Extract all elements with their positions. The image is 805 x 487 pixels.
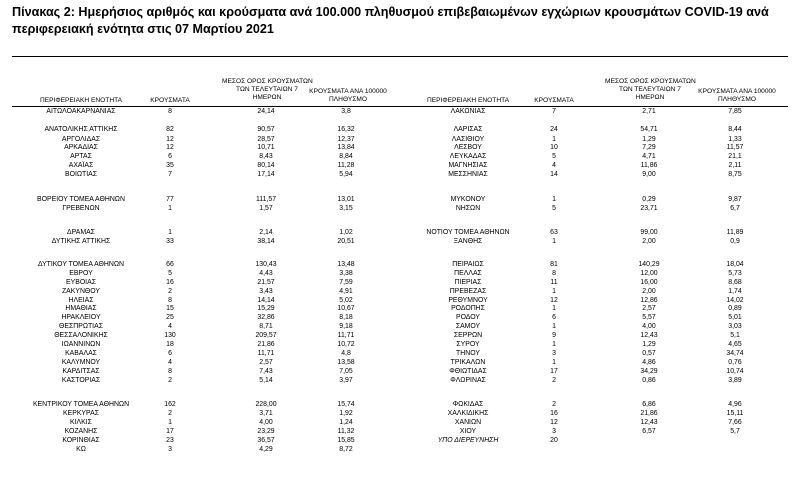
avg-cell: 32,86 bbox=[257, 314, 275, 321]
header-avg-left: ΜΕΣΟΣ ΟΡΟΣ ΚΡΟΥΣΜΑΤΩΝ ΤΩΝ ΤΕΛΕΥΤΑΙΩΝ 7 ΗΜΕΡΩΝ bbox=[222, 78, 313, 101]
per100k-cell: 8,75 bbox=[728, 171, 742, 178]
cases-cell: 6 bbox=[168, 350, 172, 357]
cases-cell: 17 bbox=[550, 368, 558, 375]
region-cell: ΚΑΣΤΟΡΙΑΣ bbox=[61, 377, 101, 384]
per100k-cell: 5,1 bbox=[730, 332, 740, 339]
cases-cell: 17 bbox=[166, 428, 174, 435]
avg-cell: 8,43 bbox=[259, 153, 273, 160]
cases-cell: 1 bbox=[552, 288, 556, 295]
avg-cell: 130,43 bbox=[255, 261, 277, 268]
per100k-cell: 4,65 bbox=[728, 341, 742, 348]
header-region-left: ΠΕΡΙΦΕΡΕΙΑΚΗ ΕΝΟΤΗΤΑ bbox=[39, 97, 123, 104]
avg-cell: 11,71 bbox=[257, 350, 275, 357]
cases-cell: 16 bbox=[550, 410, 558, 417]
cases-cell: 63 bbox=[550, 229, 558, 236]
per100k-cell: 10,74 bbox=[726, 368, 744, 375]
cases-cell: 3 bbox=[168, 446, 172, 453]
avg-cell: 4,00 bbox=[642, 323, 656, 330]
avg-cell: 2,57 bbox=[642, 305, 656, 312]
cases-cell: 162 bbox=[164, 401, 176, 408]
per100k-cell: 11,28 bbox=[337, 162, 355, 169]
avg-cell: 7,29 bbox=[642, 144, 656, 151]
cases-cell: 77 bbox=[166, 196, 174, 203]
per100k-cell: 1,92 bbox=[339, 410, 353, 417]
avg-cell: 23,29 bbox=[257, 428, 275, 435]
avg-cell: 4,29 bbox=[259, 446, 273, 453]
region-cell: ΜΥΚΟΝΟΥ bbox=[450, 196, 486, 203]
avg-cell: 1,29 bbox=[642, 341, 656, 348]
cases-cell: 8 bbox=[552, 270, 556, 277]
per100k-cell: 6,7 bbox=[730, 205, 740, 212]
region-cell: ΖΑΚΥΝΘΟΥ bbox=[61, 288, 101, 295]
table-row bbox=[0, 125, 805, 134]
region-cell: ΛΑΚΩΝΙΑΣ bbox=[450, 108, 486, 115]
table-row bbox=[0, 349, 805, 358]
region-cell: ΚΑΡΔΙΤΣΑΣ bbox=[62, 368, 100, 375]
table-row bbox=[0, 400, 805, 409]
per100k-cell: 11,89 bbox=[726, 229, 744, 236]
table-row bbox=[0, 313, 805, 322]
region-cell: ΘΕΣΣΑΛΟΝΙΚΗΣ bbox=[54, 332, 108, 339]
cases-cell: 1 bbox=[168, 229, 172, 236]
per100k-cell: 13,58 bbox=[337, 359, 355, 366]
table-row bbox=[0, 161, 805, 170]
table-row bbox=[0, 445, 805, 454]
header-avg-right: ΜΕΣΟΣ ΟΡΟΣ ΚΡΟΥΣΜΑΤΩΝ ΤΩΝ ΤΕΛΕΥΤΑΙΩΝ 7 ΗΜΕΡΩΝ bbox=[605, 78, 696, 101]
region-cell: ΚΕΡΚΥΡΑΣ bbox=[63, 410, 99, 417]
region-cell: ΡΕΘΥΜΝΟΥ bbox=[448, 297, 488, 304]
table-row bbox=[0, 278, 805, 287]
avg-cell: 15,29 bbox=[257, 305, 275, 312]
per100k-cell: 1,02 bbox=[339, 229, 353, 236]
cases-cell: 10 bbox=[550, 144, 558, 151]
per100k-cell: 3,38 bbox=[339, 270, 353, 277]
table-row bbox=[0, 409, 805, 418]
cases-cell: 1 bbox=[552, 238, 556, 245]
header-region-right: ΠΕΡΙΦΕΡΕΙΑΚΗ ΕΝΟΤΗΤΑ bbox=[426, 97, 510, 104]
table-row bbox=[0, 107, 805, 116]
cases-cell: 2 bbox=[552, 401, 556, 408]
per100k-cell: 11,71 bbox=[337, 332, 355, 339]
per100k-cell: 7,05 bbox=[339, 368, 353, 375]
region-cell: ΕΒΡΟΥ bbox=[69, 270, 93, 277]
avg-cell: 24,14 bbox=[257, 108, 275, 115]
region-cell: ΜΑΓΝΗΣΙΑΣ bbox=[448, 162, 488, 169]
avg-cell: 0,86 bbox=[642, 377, 656, 384]
avg-cell: 3,71 bbox=[259, 410, 273, 417]
per100k-cell: 21,1 bbox=[728, 153, 742, 160]
avg-cell: 99,00 bbox=[640, 229, 658, 236]
region-cell: ΔΥΤΙΚΟΥ ΤΟΜΕΑ ΑΘΗΝΩΝ bbox=[37, 261, 124, 268]
table-row bbox=[0, 304, 805, 313]
table-row bbox=[0, 367, 805, 376]
region-cell: ΔΥΤΙΚΗΣ ΑΤΤΙΚΗΣ bbox=[51, 238, 111, 245]
region-cell: ΑΝΑΤΟΛΙΚΗΣ ΑΤΤΙΚΗΣ bbox=[44, 126, 118, 133]
per100k-cell: 5,02 bbox=[339, 297, 353, 304]
cases-cell: 1 bbox=[552, 305, 556, 312]
per100k-cell: 11,32 bbox=[337, 428, 355, 435]
region-cell: ΤΗΝΟΥ bbox=[456, 350, 480, 357]
region-cell: ΛΕΣΒΟΥ bbox=[454, 144, 482, 151]
per100k-cell: 12,37 bbox=[337, 136, 355, 143]
cases-cell: 5 bbox=[168, 270, 172, 277]
table-row bbox=[0, 418, 805, 427]
cases-cell: 35 bbox=[166, 162, 174, 169]
avg-cell: 14,14 bbox=[257, 297, 275, 304]
cases-cell: 2 bbox=[168, 288, 172, 295]
region-cell: ΗΡΑΚΛΕΙΟΥ bbox=[61, 314, 101, 321]
avg-cell: 12,43 bbox=[640, 419, 658, 426]
cases-cell: 12 bbox=[166, 144, 174, 151]
avg-cell: 38,14 bbox=[257, 238, 275, 245]
region-cell: ΝΟΤΙΟΥ ΤΟΜΕΑ ΑΘΗΝΩΝ bbox=[426, 229, 510, 236]
table-row bbox=[0, 436, 805, 445]
table-row bbox=[0, 204, 805, 213]
avg-cell: 111,57 bbox=[255, 196, 277, 203]
avg-cell: 28,57 bbox=[257, 136, 275, 143]
per100k-cell: 15,11 bbox=[726, 410, 744, 417]
per100k-cell: 8,84 bbox=[339, 153, 353, 160]
region-cell: ΓΡΕΒΕΝΩΝ bbox=[62, 205, 100, 212]
table-row bbox=[0, 228, 805, 237]
per100k-cell: 13,01 bbox=[337, 196, 355, 203]
per100k-cell: 1,24 bbox=[339, 419, 353, 426]
avg-cell: 21,86 bbox=[257, 341, 275, 348]
per100k-cell: 8,44 bbox=[728, 126, 742, 133]
per100k-cell: 3,03 bbox=[728, 323, 742, 330]
table-row bbox=[0, 237, 805, 246]
avg-cell: 90,57 bbox=[257, 126, 275, 133]
avg-cell: 2,71 bbox=[642, 108, 656, 115]
region-cell: ΑΡΓΟΛΙΔΑΣ bbox=[61, 136, 101, 143]
avg-cell: 11,86 bbox=[640, 162, 658, 169]
avg-cell: 228,00 bbox=[255, 401, 277, 408]
cases-cell: 6 bbox=[168, 153, 172, 160]
per100k-cell: 13,48 bbox=[337, 261, 355, 268]
cases-cell: 66 bbox=[166, 261, 174, 268]
region-cell: ΣΥΡΟΥ bbox=[456, 341, 480, 348]
avg-cell: 17,14 bbox=[257, 171, 275, 178]
page-title: Πίνακας 2: Ημερήσιος αριθμός και κρούσματα ανά 100.000 πληθυσμού επιβεβαιωμένων εγχώριων κρουσμάτων COVID-19 ανά περιφερειακή ενότητα στις 07 Μαρτίου 2021 bbox=[12, 5, 769, 36]
region-cell: ΡΟΔΟΥ bbox=[455, 314, 480, 321]
region-cell: ΚΕΝΤΡΙΚΟΥ ΤΟΜΕΑ ΑΘΗΝΩΝ bbox=[32, 401, 130, 408]
per100k-cell: 7,85 bbox=[728, 108, 742, 115]
avg-cell: 140,29 bbox=[638, 261, 660, 268]
region-cell: ΞΑΝΘΗΣ bbox=[453, 238, 483, 245]
region-cell: ΠΕΙΡΑΙΩΣ bbox=[452, 261, 484, 268]
avg-cell: 12,43 bbox=[640, 332, 658, 339]
avg-cell: 12,86 bbox=[640, 297, 658, 304]
avg-cell: 36,57 bbox=[257, 437, 275, 444]
per100k-cell: 4,8 bbox=[341, 350, 351, 357]
table-row bbox=[0, 152, 805, 161]
region-cell: ΚΟΡΙΝΘΙΑΣ bbox=[62, 437, 100, 444]
cases-cell: 7 bbox=[168, 171, 172, 178]
cases-cell: 16 bbox=[166, 279, 174, 286]
region-cell: ΙΩΑΝΝΙΝΩΝ bbox=[61, 341, 101, 348]
region-cell: ΝΗΣΩΝ bbox=[455, 205, 481, 212]
region-cell: ΜΕΣΣΗΝΙΑΣ bbox=[448, 171, 488, 178]
avg-cell: 12,00 bbox=[640, 270, 658, 277]
per100k-cell: 2,11 bbox=[728, 162, 742, 169]
cases-cell: 1 bbox=[168, 419, 172, 426]
cases-cell: 12 bbox=[550, 297, 558, 304]
avg-cell: 6,57 bbox=[642, 428, 656, 435]
cases-cell: 4 bbox=[168, 323, 172, 330]
region-cell: ΒΟΙΩΤΙΑΣ bbox=[64, 171, 97, 178]
region-cell: ΛΑΣΙΘΙΟΥ bbox=[451, 136, 485, 143]
cases-cell: 8 bbox=[168, 297, 172, 304]
avg-cell: 2,00 bbox=[642, 288, 656, 295]
per100k-cell: 1,33 bbox=[728, 136, 742, 143]
table-row bbox=[0, 195, 805, 204]
table-row bbox=[0, 170, 805, 179]
cases-cell: 7 bbox=[552, 108, 556, 115]
region-cell: ΔΡΑΜΑΣ bbox=[67, 229, 95, 236]
avg-cell: 3,43 bbox=[259, 288, 273, 295]
cases-cell: 6 bbox=[552, 314, 556, 321]
region-cell: ΘΕΣΠΡΩΤΙΑΣ bbox=[59, 323, 103, 330]
avg-cell: 5,57 bbox=[642, 314, 656, 321]
header-cases-right: ΚΡΟΥΣΜΑΤΑ bbox=[534, 97, 574, 104]
cases-cell: 5 bbox=[552, 205, 556, 212]
per100k-cell: 34,74 bbox=[726, 350, 744, 357]
cases-cell: 1 bbox=[552, 196, 556, 203]
per100k-cell: 9,87 bbox=[728, 196, 742, 203]
region-cell: ΣΕΡΡΩΝ bbox=[453, 332, 483, 339]
region-cell: ΡΟΔΟΠΗΣ bbox=[451, 305, 485, 312]
table-row bbox=[0, 322, 805, 331]
avg-cell: 21,57 bbox=[257, 279, 275, 286]
avg-cell: 5,14 bbox=[259, 377, 273, 384]
per100k-cell: 15,85 bbox=[337, 437, 355, 444]
cases-cell: 81 bbox=[550, 261, 558, 268]
region-cell: ΤΡΙΚΑΛΩΝ bbox=[450, 359, 486, 366]
per100k-cell: 18,04 bbox=[726, 261, 744, 268]
header-per-left: ΚΡΟΥΣΜΑΤΑ ΑΝΑ 100000 ΠΛΗΘΥΣΜΟ bbox=[309, 88, 387, 103]
avg-cell: 2,00 bbox=[642, 238, 656, 245]
per100k-cell: 10,67 bbox=[337, 305, 355, 312]
cases-cell: 1 bbox=[168, 205, 172, 212]
per100k-cell: 14,02 bbox=[726, 297, 744, 304]
avg-cell: 8,71 bbox=[259, 323, 273, 330]
cases-cell: 1 bbox=[552, 323, 556, 330]
region-cell: ΚΩ bbox=[76, 446, 86, 453]
per100k-cell: 3,97 bbox=[339, 377, 353, 384]
cases-cell: 1 bbox=[552, 341, 556, 348]
per100k-cell: 20,51 bbox=[337, 238, 355, 245]
per100k-cell: 15,74 bbox=[337, 401, 355, 408]
avg-cell: 21,86 bbox=[640, 410, 658, 417]
cases-cell: 9 bbox=[552, 332, 556, 339]
region-cell: ΚΟΖΑΝΗΣ bbox=[64, 428, 98, 435]
avg-cell: 4,43 bbox=[259, 270, 273, 277]
region-cell: ΥΠΟ ΔΙΕΡΕΥΝΗΣΗ bbox=[437, 437, 499, 444]
cases-cell: 20 bbox=[550, 437, 558, 444]
per100k-cell: 0,9 bbox=[730, 238, 740, 245]
per100k-cell: 0,76 bbox=[728, 359, 742, 366]
avg-cell: 23,71 bbox=[640, 205, 658, 212]
cases-cell: 18 bbox=[166, 341, 174, 348]
cases-cell: 11 bbox=[550, 279, 558, 286]
avg-cell: 4,71 bbox=[642, 153, 656, 160]
cases-cell: 82 bbox=[166, 126, 174, 133]
table-row bbox=[0, 376, 805, 385]
table-row bbox=[0, 427, 805, 436]
cases-cell: 8 bbox=[168, 108, 172, 115]
cases-cell: 4 bbox=[168, 359, 172, 366]
cases-cell: 14 bbox=[550, 171, 558, 178]
table-row bbox=[0, 269, 805, 278]
cases-cell: 2 bbox=[168, 410, 172, 417]
avg-cell: 10,71 bbox=[257, 144, 275, 151]
cases-cell: 24 bbox=[550, 126, 558, 133]
table-row bbox=[0, 287, 805, 296]
avg-cell: 6,86 bbox=[642, 401, 656, 408]
table-row bbox=[0, 143, 805, 152]
per100k-cell: 8,68 bbox=[728, 279, 742, 286]
per100k-cell: 5,94 bbox=[339, 171, 353, 178]
region-cell: ΚΑΛΥΜΝΟΥ bbox=[61, 359, 101, 366]
region-cell: ΑΙΤΩΛΟΑΚΑΡΝΑΝΙΑΣ bbox=[46, 108, 116, 115]
table-row bbox=[0, 260, 805, 269]
region-cell: ΦΛΩΡΙΝΑΣ bbox=[450, 377, 486, 384]
cases-cell: 25 bbox=[166, 314, 174, 321]
cases-cell: 1 bbox=[552, 359, 556, 366]
table-top-rule bbox=[12, 56, 788, 57]
avg-cell: 209,57 bbox=[255, 332, 277, 339]
region-cell: ΦΘΙΩΤΙΔΑΣ bbox=[449, 368, 487, 375]
per100k-cell: 5,7 bbox=[730, 428, 740, 435]
per100k-cell: 11,57 bbox=[726, 144, 744, 151]
avg-cell: 4,86 bbox=[642, 359, 656, 366]
avg-cell: 2,57 bbox=[259, 359, 273, 366]
per100k-cell: 10,72 bbox=[337, 341, 355, 348]
per100k-cell: 0,89 bbox=[728, 305, 742, 312]
avg-cell: 0,29 bbox=[642, 196, 656, 203]
avg-cell: 1,29 bbox=[642, 136, 656, 143]
per100k-cell: 3,8 bbox=[341, 108, 351, 115]
region-cell: ΧΙΟΥ bbox=[459, 428, 477, 435]
per100k-cell: 4,96 bbox=[728, 401, 742, 408]
cases-cell: 1 bbox=[552, 136, 556, 143]
region-cell: ΑΧΑΪΑΣ bbox=[68, 162, 94, 169]
avg-cell: 7,43 bbox=[259, 368, 273, 375]
avg-cell: 0,57 bbox=[642, 350, 656, 357]
cases-cell: 5 bbox=[552, 153, 556, 160]
per100k-cell: 3,89 bbox=[728, 377, 742, 384]
avg-cell: 16,00 bbox=[640, 279, 658, 286]
region-cell: ΗΛΕΙΑΣ bbox=[68, 297, 94, 304]
region-cell: ΦΩΚΙΔΑΣ bbox=[452, 401, 484, 408]
avg-cell: 4,00 bbox=[259, 419, 273, 426]
region-cell: ΛΑΡΙΣΑΣ bbox=[453, 126, 483, 133]
region-cell: ΧΑΛΚΙΔΙΚΗΣ bbox=[447, 410, 489, 417]
cases-cell: 12 bbox=[550, 419, 558, 426]
region-cell: ΗΜΑΘΙΑΣ bbox=[65, 305, 97, 312]
header-per-right: ΚΡΟΥΣΜΑΤΑ ΑΝΑ 100000 ΠΛΗΘΥΣΜΟ bbox=[698, 88, 776, 103]
table-row bbox=[0, 340, 805, 349]
cases-cell: 3 bbox=[552, 350, 556, 357]
cases-cell: 2 bbox=[552, 377, 556, 384]
avg-cell: 9,00 bbox=[642, 171, 656, 178]
avg-cell: 1,57 bbox=[259, 205, 273, 212]
per100k-cell: 8,18 bbox=[339, 314, 353, 321]
header-cases-left: ΚΡΟΥΣΜΑΤΑ bbox=[150, 97, 190, 104]
per100k-cell: 8,72 bbox=[339, 446, 353, 453]
region-cell: ΑΡΚΑΔΙΑΣ bbox=[64, 144, 98, 151]
per100k-cell: 16,32 bbox=[337, 126, 355, 133]
region-cell: ΛΕΥΚΑΔΑΣ bbox=[449, 153, 487, 160]
cases-cell: 33 bbox=[166, 238, 174, 245]
cases-cell: 3 bbox=[552, 428, 556, 435]
region-cell: ΚΙΛΚΙΣ bbox=[70, 419, 92, 426]
per100k-cell: 4,91 bbox=[339, 288, 353, 295]
per100k-cell: 9,18 bbox=[339, 323, 353, 330]
cases-cell: 130 bbox=[164, 332, 176, 339]
region-cell: ΑΡΤΑΣ bbox=[70, 153, 92, 160]
region-cell: ΧΑΝΙΩΝ bbox=[454, 419, 482, 426]
per100k-cell: 7,66 bbox=[728, 419, 742, 426]
per100k-cell: 1,74 bbox=[728, 288, 742, 295]
region-cell: ΕΥΒΟΙΑΣ bbox=[66, 279, 96, 286]
avg-cell: 54,71 bbox=[640, 126, 658, 133]
avg-cell: 80,14 bbox=[257, 162, 275, 169]
table-row bbox=[0, 331, 805, 340]
region-cell: ΚΑΒΑΛΑΣ bbox=[65, 350, 97, 357]
region-cell: ΠΕΛΛΑΣ bbox=[454, 270, 482, 277]
avg-cell: 34,29 bbox=[640, 368, 658, 375]
cases-cell: 8 bbox=[168, 368, 172, 375]
per100k-cell: 5,73 bbox=[728, 270, 742, 277]
cases-cell: 4 bbox=[552, 162, 556, 169]
cases-cell: 23 bbox=[166, 437, 174, 444]
per100k-cell: 7,59 bbox=[339, 279, 353, 286]
per100k-cell: 3,15 bbox=[339, 205, 353, 212]
cases-cell: 15 bbox=[166, 305, 174, 312]
per100k-cell: 13,84 bbox=[337, 144, 355, 151]
region-cell: ΠΡΕΒΕΖΑΣ bbox=[449, 288, 487, 295]
region-cell: ΒΟΡΕΙΟΥ ΤΟΜΕΑ ΑΘΗΝΩΝ bbox=[37, 196, 125, 203]
region-cell: ΣΑΜΟΥ bbox=[455, 323, 481, 330]
region-cell: ΠΙΕΡΙΑΣ bbox=[454, 279, 482, 286]
per100k-cell: 5,01 bbox=[728, 314, 742, 321]
cases-cell: 12 bbox=[166, 136, 174, 143]
cases-cell: 2 bbox=[168, 377, 172, 384]
avg-cell: 2,14 bbox=[259, 229, 273, 236]
table-row bbox=[0, 358, 805, 367]
